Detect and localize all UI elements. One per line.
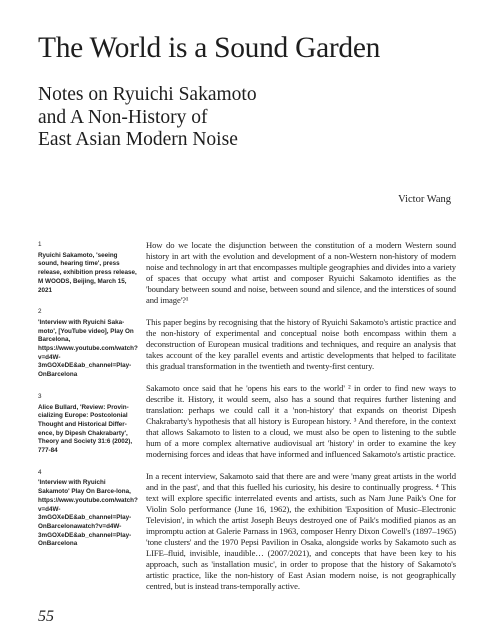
subtitle-line: East Asian Modern Noise <box>38 129 238 150</box>
footnote <box>38 393 138 456</box>
footnote-number: 2 <box>38 308 42 316</box>
subtitle-line: and A Non-History of <box>38 106 208 128</box>
footnotes-column <box>38 241 138 562</box>
subtitle-line: Notes on Ryuichi Sakamoto <box>38 84 257 105</box>
footnote-number: 3 <box>38 392 42 400</box>
footnote <box>38 241 138 295</box>
page-number: 55 <box>38 608 54 625</box>
footnote-text: Ryuichi Sakamoto, 'seeing sound, hearing time', press release, exhibition press release, M WOODS, Beijing, March 15, 2021 <box>38 251 137 294</box>
footnote-text: 'Interview with Ryuichi Sakamoto' Play On Barce-lona, https://www.youtube.com/watch?v=d4W-3mGOXeDE&ab_channel=Play-OnBarcelonawatch?v=d4W-3mGOXeDE&ab_channel=Play-OnBarcelona <box>38 479 138 548</box>
footnote-number: 4 <box>38 468 42 476</box>
author-name: Victor Wang <box>398 194 451 205</box>
body-text <box>146 240 456 594</box>
body-paragraph: This paper begins by recognising that the history of Ryuichi Sakamoto's artistic practice and the non-history of experimental and conceptual noise both encompass within them a deconstruction of European musical traditions and techniques, and require an analysis that takes account of the key parallel events and artistic developments that helped to facilitate this gradual transformation in the twentieth and twenty-first century. <box>146 317 456 371</box>
body-paragraph: Sakamoto once said that he 'opens his ears to the world' ² in order to find new ways to describe it. History, it would seem, also has a sound that requires further listening and translation: perhaps we could call it a 'non-history' that expands on theorist Dipesh Chakrabarty's hypothesis that all history is European history. ³ And therefore, in the context that allows Sakamoto to listen to a cloud, we must also be open to listening to the subtle hum of a more complex alternative audiovisual art 'history' in order to examine the key modernising forces and ideas that have informed and influenced Sakamoto's artistic practice. <box>146 383 456 459</box>
page-subtitle <box>38 84 257 152</box>
footnote-text: Alice Bullard, 'Review: Provin-cializing Europe: Postcolonial Thought and Historical Differ-ence, by Dipesh Chakrabarty', Theory and Society 31:6 (2002), 777-84 <box>38 403 133 455</box>
footnote-text: 'Interview with Ryuichi Saka-moto', [YouTube video], Play On Barcelona, https://www.youtube.com/watch?v=d4W-3mGOXeDE&ab_channel=Play-OnBarcelona <box>38 318 138 379</box>
body-paragraph: In a recent interview, Sakamoto said that there are and were 'many great artists in the world and in the past', and that this fuelled his curiosity, his desire to continually progress. ⁴ This text will explore specific interrelated events and artists, such as Nam June Paik's One for Violin Solo performance (June 16, 1962), the exhibition 'Exposition of Music–Electronic Television', in which the artist Joseph Beuys destroyed one of Paik's modified pianos as an impromptu action at Galerie Parnass in 1963, composer Henry Dixon Cowell's (1897–1965) 'tone clusters' and the 1970 Pepsi Pavilion in Osaka, alongside works by Sakamoto such as LIFE–fluid, invisible, inaudible… (2007/2021), and concepts that have been key to his approach, such as 'installation music', in order to propose that the history of Sakamoto's artistic practice, like the non-history of East Asian modern noise, is not geographically centred, but is instead trans-temporally active. <box>146 471 456 591</box>
page-title: The World is a Sound Garden <box>38 32 381 64</box>
footnote <box>38 469 138 549</box>
footnote <box>38 308 138 380</box>
body-paragraph: How do we locate the disjunction between the constitution of a modern Western sound history in art with the evolution and development of a non-Western non-history of modern noise and technology in art that encompasses multiple geographies and divides into a variety of spaces that occupy what artist and composer Ryuichi Sakamoto identifies as the 'boundary between sound and noise, between sound and silence, and the interstices of sound and image'?¹ <box>146 240 456 305</box>
footnote-number: 1 <box>38 241 42 248</box>
